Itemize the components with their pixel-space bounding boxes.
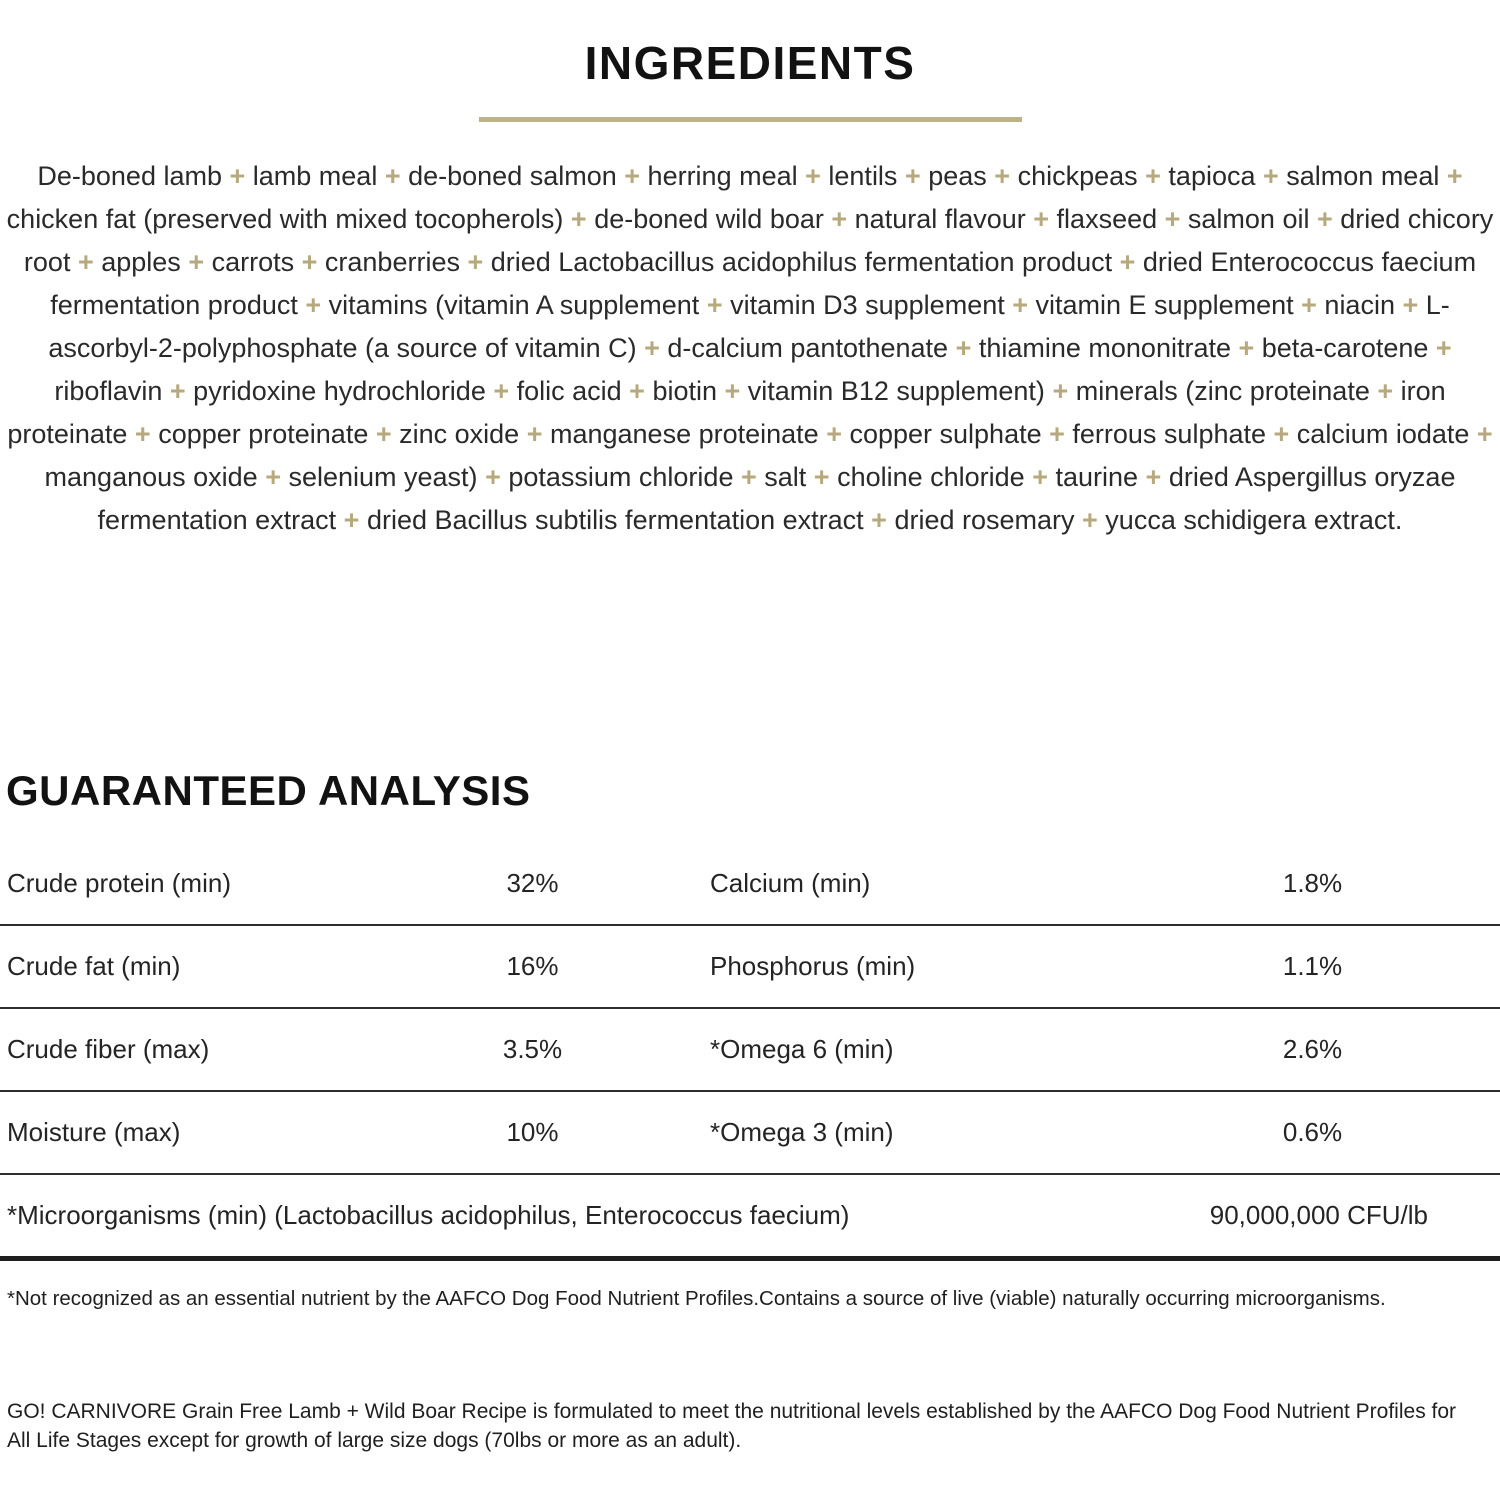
plus-separator: +: [1369, 376, 1401, 406]
ingredient-item: chickpeas: [1017, 161, 1138, 191]
plus-separator: +: [1024, 462, 1056, 492]
nutrient-label: Crude fiber (max): [7, 1034, 210, 1064]
plus-separator: +: [368, 419, 400, 449]
plus-separator: +: [621, 376, 653, 406]
plus-separator: +: [818, 419, 850, 449]
ingredient-item: dried Lactobacillus acidophilus fermentation product: [490, 247, 1113, 277]
ingredient-item: biotin: [652, 376, 717, 406]
ingredient-item: dried Enterococcus faecium fermentation product: [50, 247, 1477, 320]
plus-separator: +: [485, 376, 517, 406]
plus-separator: +: [806, 462, 838, 492]
plus-separator: +: [162, 376, 194, 406]
ingredient-item: natural flavour: [854, 204, 1026, 234]
aafco-footnote: *Not recognized as an essential nutrient by the AAFCO Dog Food Nutrient Profiles.Contains a source of live (viable) naturally occurring microorganisms.: [7, 1287, 1386, 1310]
ingredient-item: ferrous sulphate: [1072, 419, 1267, 449]
nutrient-value: 2.6%: [1282, 1034, 1343, 1064]
guaranteed-analysis-title: GUARANTEED ANALYSIS: [6, 767, 531, 814]
ingredient-item: potassium chloride: [508, 462, 734, 492]
table-row: [0, 843, 1500, 926]
plus-separator: +: [127, 419, 159, 449]
plus-separator: +: [1469, 419, 1493, 449]
plus-separator: +: [948, 333, 979, 363]
plus-separator: +: [823, 204, 855, 234]
ingredient-item: dried Aspergillus oryzae fermentation extract: [97, 462, 1456, 535]
ingredient-item: taurine: [1055, 462, 1139, 492]
ingredient-item: copper sulphate: [849, 419, 1042, 449]
nutrient-label: Crude protein (min): [7, 868, 231, 898]
ingredient-item: dried chicory root: [23, 204, 1494, 277]
ingredient-item: manganous oxide: [44, 462, 258, 492]
ingredient-item: yucca schidigera extract.: [1105, 505, 1403, 535]
ingredient-item: niacin: [1324, 290, 1395, 320]
ingredient-item: choline chloride: [837, 462, 1025, 492]
plus-separator: +: [519, 419, 550, 449]
ingredient-item: salmon meal: [1286, 161, 1440, 191]
ingredient-item: lamb meal: [252, 161, 378, 191]
plus-separator: +: [1309, 204, 1341, 234]
ingredient-item: beta-carotene: [1261, 333, 1429, 363]
plus-separator: +: [70, 247, 102, 277]
plus-separator: +: [1044, 376, 1076, 406]
table-row-microorganisms: [0, 1175, 1500, 1261]
nutrient-value: 1.1%: [1282, 951, 1343, 981]
plus-separator: +: [616, 161, 648, 191]
ingredient-item: vitamin B12 supplement): [747, 376, 1045, 406]
ingredient-item: L-ascorbyl-2-polyphosphate (a source of vitamin C): [48, 290, 1450, 363]
nutrient-value: 0.6%: [1282, 1117, 1343, 1147]
plus-separator: +: [222, 161, 253, 191]
plus-separator: +: [733, 462, 765, 492]
ingredient-item: thiamine mononitrate: [978, 333, 1231, 363]
plus-separator: +: [1255, 161, 1287, 191]
ingredient-item: manganese proteinate: [549, 419, 819, 449]
plus-separator: +: [1394, 290, 1426, 320]
table-row: [0, 1009, 1500, 1092]
plus-separator: +: [1293, 290, 1325, 320]
table-row: [0, 1092, 1500, 1175]
ingredient-item: zinc oxide: [399, 419, 520, 449]
ingredient-item: d-calcium pantothenate: [667, 333, 949, 363]
nutrient-label: Moisture (max): [7, 1117, 181, 1147]
nutrient-value: 32%: [506, 868, 559, 898]
plus-separator: +: [1138, 462, 1169, 492]
plus-separator: +: [1266, 419, 1297, 449]
ingredient-item: apples: [101, 247, 181, 277]
ingredient-item: peas: [928, 161, 987, 191]
ingredient-item: de-boned salmon: [408, 161, 617, 191]
nutrient-value: 16%: [506, 951, 559, 981]
plus-separator: +: [986, 161, 1018, 191]
ingredients-list-paragraph: [4, 155, 1496, 542]
plus-separator: +: [1157, 204, 1188, 234]
ingredient-item: selenium yeast): [288, 462, 478, 492]
ingredient-item: vitamins (vitamin A supplement: [328, 290, 700, 320]
plus-separator: +: [257, 462, 289, 492]
ingredient-item: copper proteinate: [158, 419, 369, 449]
ingredient-item: salmon oil: [1187, 204, 1310, 234]
ingredient-item: lentils: [828, 161, 898, 191]
plus-separator: +: [1439, 161, 1463, 191]
plus-separator: +: [863, 505, 895, 535]
microorganisms-value: 90,000,000 CFU/lb: [1209, 1200, 1428, 1230]
nutrient-value: 10%: [506, 1117, 559, 1147]
ingredient-item: cranberries: [324, 247, 460, 277]
ingredient-item: chicken fat (preserved with mixed tocopherols): [6, 204, 564, 234]
title-underline-rule: [479, 117, 1022, 122]
plus-separator: +: [717, 376, 748, 406]
table-row: [0, 926, 1500, 1009]
plus-separator: +: [1230, 333, 1262, 363]
plus-separator: +: [797, 161, 829, 191]
ingredient-item: flaxseed: [1056, 204, 1158, 234]
ingredient-item: carrots: [211, 247, 295, 277]
aafco-nutrition-statement: GO! CARNIVORE Grain Free Lamb + Wild Boar Recipe is formulated to meet the nutritional levels established by the AAFCO Dog Food Nutrient Profiles for All Life Stages except for growth of large size dogs (70lbs or more as an adult).: [7, 1400, 1457, 1452]
ingredient-item: minerals (zinc proteinate: [1075, 376, 1370, 406]
nutrient-value: 3.5%: [502, 1034, 563, 1064]
nutrient-label: *Omega 6 (min): [710, 1034, 894, 1064]
ingredient-item: dried Bacillus subtilis fermentation extract: [366, 505, 864, 535]
microorganisms-label: *Microorganisms (min) (Lactobacillus acidophilus, Enterococcus faecium): [7, 1200, 850, 1230]
plus-separator: +: [1025, 204, 1057, 234]
plus-separator: +: [336, 505, 367, 535]
ingredient-item: iron proteinate: [7, 376, 1446, 449]
plus-separator: +: [180, 247, 212, 277]
plus-separator: +: [1428, 333, 1452, 363]
plus-separator: +: [636, 333, 668, 363]
plus-separator: +: [294, 247, 325, 277]
nutrient-value: 1.8%: [1282, 868, 1343, 898]
ingredient-item: vitamin D3 supplement: [730, 290, 1005, 320]
ingredients-title: INGREDIENTS: [584, 37, 916, 89]
plus-separator: +: [1004, 290, 1036, 320]
ingredient-item: salt: [764, 462, 807, 492]
plus-separator: +: [477, 462, 509, 492]
ingredient-item: herring meal: [647, 161, 798, 191]
nutrient-label: Phosphorus (min): [710, 951, 916, 981]
plus-separator: +: [897, 161, 929, 191]
ingredient-item: riboflavin: [54, 376, 163, 406]
plus-separator: +: [1112, 247, 1143, 277]
plus-separator: +: [459, 247, 491, 277]
ingredient-item: pyridoxine hydrochloride: [193, 376, 486, 406]
plus-separator: +: [1074, 505, 1106, 535]
ingredient-item: calcium iodate: [1296, 419, 1470, 449]
ingredient-item: de-boned wild boar: [594, 204, 824, 234]
ingredient-item: dried rosemary: [894, 505, 1075, 535]
plus-separator: +: [1137, 161, 1169, 191]
nutrient-label: Crude fat (min): [7, 951, 181, 981]
nutrient-label: Calcium (min): [710, 868, 871, 898]
ingredient-item: vitamin E supplement: [1035, 290, 1294, 320]
plus-separator: +: [699, 290, 731, 320]
nutrient-label: *Omega 3 (min): [710, 1117, 894, 1147]
plus-separator: +: [1041, 419, 1073, 449]
plus-separator: +: [297, 290, 329, 320]
ingredient-item: tapioca: [1168, 161, 1256, 191]
plus-separator: +: [377, 161, 409, 191]
ingredient-item: De-boned lamb: [37, 161, 222, 191]
ingredient-item: folic acid: [516, 376, 622, 406]
guaranteed-analysis-table: [0, 843, 1500, 1175]
plus-separator: +: [563, 204, 595, 234]
